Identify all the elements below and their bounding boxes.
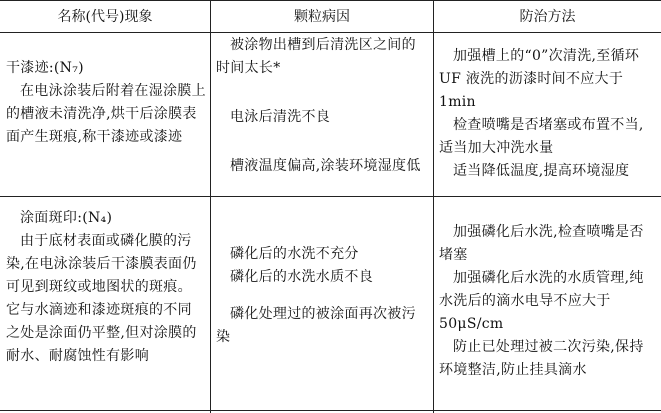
remedy-item: 检查喷嘴是否堵塞或布置不当,适当加大冲洗水量 xyxy=(439,117,644,156)
cause-item: 被涂物出槽到后清洗区之间的时间太长* xyxy=(216,37,416,76)
remedy-item: 加强槽上的“0”次清洗,至循环 UF 液洗的沥漆时间不应大于1min xyxy=(439,48,640,110)
header-bottom-border xyxy=(0,32,661,33)
table-row-2-name-cell xyxy=(6,207,206,368)
defect-description: 由于底材表面或磷化膜的污染,在电泳涂装后干漆膜表面仍可见到斑纹或地图状的斑痕。它与水滴迹和漆迹斑痕的不同之处是涂面仍平整,但对涂膜的耐水、耐腐蚀性有影响 xyxy=(6,233,197,364)
table-bottom-border xyxy=(0,410,661,411)
header-name-column: 名称(代号)现象 xyxy=(57,9,153,25)
header-remedy-column: 防治方法 xyxy=(519,9,576,25)
defect-name: 涂面斑印:(N₄) xyxy=(20,210,113,226)
cause-item: 磷化处理过的被涂面再次被污染 xyxy=(216,306,416,345)
column-divider-2 xyxy=(433,0,434,413)
table-row-2-remedy-cell xyxy=(439,221,655,382)
remedy-item: 加强磷化后水洗,检查喷嘴是否堵塞 xyxy=(439,224,644,263)
row-divider xyxy=(0,196,661,197)
column-divider-1 xyxy=(210,0,211,413)
table-row-1-name-cell xyxy=(6,57,206,149)
remedy-item: 防止已处理过被二次污染,保持环境整洁,防止挂具滴水 xyxy=(439,339,644,378)
table-row-2-cause-cell xyxy=(216,243,428,349)
defect-name: 干漆迹:(N₇) xyxy=(6,60,84,76)
cause-item: 电泳后清洗不良 xyxy=(230,109,331,125)
table-row-1-remedy-cell xyxy=(439,45,655,183)
defect-description: 在电泳涂装后附着在湿涂膜上的槽液未清洗净,烘干后涂膜表面产生斑痕,称干漆迹或漆迹 xyxy=(6,83,206,145)
header-cause-column: 颗粒病因 xyxy=(294,9,350,25)
table-row-1-cause-cell xyxy=(216,34,428,178)
remedy-item: 加强磷化后水洗的水质管理,纯水洗后的滴水电导不应大于50μS/cm xyxy=(439,270,644,332)
cause-item: 磷化后的水洗水质不良 xyxy=(230,269,373,285)
cause-item: 槽液温度偏高,涂装环境湿度低 xyxy=(230,158,421,174)
cause-item: 磷化后的水洗不充分 xyxy=(230,246,359,262)
table-top-border xyxy=(0,0,661,1)
remedy-item: 适当降低温度,提高环境湿度 xyxy=(453,163,630,179)
